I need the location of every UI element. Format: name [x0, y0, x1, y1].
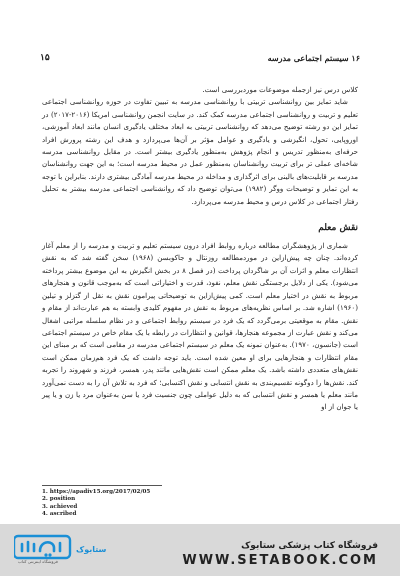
footnote-link[interactable]: 1. https://apadiv15.org/2017/02/05 — [42, 489, 151, 495]
logo-subtext: فروشگاه اینترنتی کتاب — [18, 559, 58, 564]
paragraph: کلاس درس نیز ازجمله موضوعات موردبررسی است. — [202, 85, 358, 94]
running-title: ۱۶ سیستم اجتماعی مدرسه — [267, 53, 360, 63]
footnotes — [42, 489, 242, 519]
footnote-divider — [42, 485, 162, 486]
setabook-logo — [14, 534, 110, 564]
footnote: 2. position — [42, 496, 76, 503]
footnote: 3. achieved — [42, 503, 78, 510]
paragraph: شماری از پژوهشگران مطالعه درباره روابط افراد درون سیستم تعلیم و تربیت و مدرسه را از معلم آغاز کرده‌اند. چنان چه پیش‌ازاین در موردمطالعه روزنتال و جاکوبسن (۱۹۶۸) سخن گفته شد که به نقش انتظارات معلم و اثرات آن بر شاگردان پرداخت (در فصل ۸ در بخش انگیزش به این موضوع بیشتر پرداخته می‌شود). یکی از دلایل برجستگی نقش معلم، نفوذ، قدرت و اختیاراتی است که به‌موجب قانون و هنجارهای مربوط به نقش در اختیار معلم است. کمی پیش‌ازاین به توضیحاتی پیرامون نقش به نقل از گتزلز و تیلین (۱۹۶۰) اشاره شد. بر اساس نظریه‌های مربوط به نقش در مفهوم کلیدی وابسته به هم عبارت‌اند از مقام و نقش. مقام به موقعیتی برمی‌گردد که یک فرد در سیستم روابط اجتماعی و در نظام سلسله مراتبی اشغال می‌کند و نقش عبارت از مجموعه هنجارها، قوانین و انتظارات در رابطه با یک مقام خاص در سیستم اجتماعی است (جانسون، ۱۹۷۰). به‌عنوان نمونه یک معلم در سیستم اجتماعی مدرسه در مقامی است که بر مبنای این مقام انتظارات و هنجارهایی برای او معین شده است. باید توجه داشت که یک فرد هم‌زمان ممکن است نقش‌های متعددی داشته باشد. یک معلم ممکن است نقش‌هایی مانند پدر، همسر، فرزند و شهروند را تجربه کند. نقش‌ها را دوگونه تقسیم‌بندی به نقش انتسابی و نقش اکتسابی؛ که فرد به تلاش آن را به دست نمی‌آورد مانند معلم یا همسر و نقش انتسابی که به دلیل عواملی چون جنسیت فرد یا سن به‌عنوان مرد یا زن و یا پیر یا جوان از او — [41, 241, 359, 412]
logo-wordmark: ستابوک — [76, 545, 107, 554]
footer-band — [0, 524, 400, 576]
page-number: ۱۵ — [40, 53, 50, 63]
paragraph: شاید تمایز بین روانشناسی تربیتی با روانشناسی مدرسه به تبیین تفاوت در حوزه روانشناسی اجتماعی تعلیم و تربیت و روانشناسی اجتماعی مدرسه کمک کند. در سایت انجمن روانشناسی امریکا (۲۰۱۶-۲۰۱۷) در تمایز این دو رشته توضیح می‌دهد که روانشناسی تربیتی به ابعاد مختلف یادگیری انسان مانند ابعاد آموزشی، اوروپایی، تحول، انگیزشی و یادگیری و عوامل مؤثر بر آن‌ها می‌پردازد و هدف این رشته پرورش افراد حرفه‌ای به‌منظور تدریس و انجام پژوهش به‌منظور یادگیری بیشتر است. در مقابل روانشناسی مدرسه شاخه‌ای عملی تر برای تربیت روانشناسان به‌منظور عمل در محیط مدرسه است؛ به این جهت روانشناسان مدرسه بر قابلیت‌های بالینی برای اثرگذاری و مداخله در محیط مدرسه آمادگی بیشتری دارند. بنابراین با توجه به این تمایز و توضیحات ووگر (۱۹۸۲) می‌توان توضیح داد که روانشناسی اجتماعی مدرسه بیشتر به تحلیل رفتار اجتماعی در کلاس درس و محیط مدرسه می‌پردازد. — [42, 97, 358, 206]
footer-text — [182, 541, 378, 568]
store-name: فروشگاه کتاب پزشکی ستابوک — [241, 541, 378, 551]
page-header — [40, 50, 360, 66]
section-heading: نقش معلم — [318, 223, 358, 234]
footnote: 4. ascribed — [42, 511, 77, 518]
store-url[interactable]: WWW.SETABOOK.COM — [182, 553, 378, 568]
body-text — [42, 84, 358, 414]
